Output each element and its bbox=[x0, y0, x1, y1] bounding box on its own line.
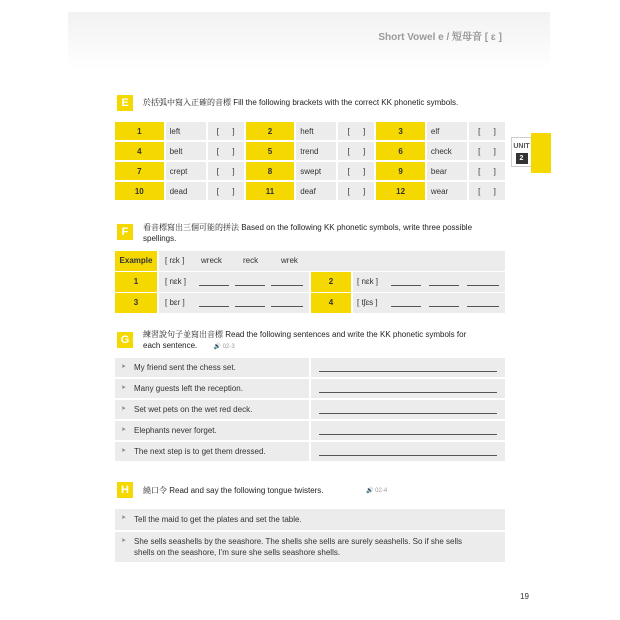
answer-bracket[interactable]: [ ] bbox=[338, 122, 374, 140]
section-f-instruction bbox=[143, 222, 508, 244]
item-word: left bbox=[166, 122, 206, 140]
exercise-row bbox=[115, 182, 505, 200]
section-e-badge: E bbox=[117, 95, 133, 111]
answer-blank[interactable] bbox=[429, 306, 459, 307]
sentence-row bbox=[115, 400, 505, 419]
item-number: 3 bbox=[376, 122, 425, 140]
section-f-instruction-line2: spellings. bbox=[143, 234, 177, 243]
tongue-twister-line2: shells on the seashore, I'm sure she sells seashore shells. bbox=[134, 548, 341, 557]
page-number: 19 bbox=[520, 592, 529, 601]
item-number: 10 bbox=[115, 182, 164, 200]
answer-blank[interactable] bbox=[271, 285, 303, 286]
section-g-instruction bbox=[143, 329, 508, 353]
spelling-row bbox=[115, 272, 505, 292]
answer-blank[interactable] bbox=[199, 306, 229, 307]
audio-track-g[interactable]: 🔊 02-3 bbox=[213, 344, 235, 350]
answer-bracket[interactable]: [ ] bbox=[338, 162, 374, 180]
tongue-twister-row bbox=[115, 509, 505, 530]
item-number: 11 bbox=[246, 182, 295, 200]
item-number: 1 bbox=[115, 122, 164, 140]
arrow-icon: ➤ bbox=[121, 427, 127, 433]
item-word: wear bbox=[427, 182, 467, 200]
section-f-badge: F bbox=[117, 224, 133, 240]
arrow-icon: ➤ bbox=[121, 385, 127, 391]
item-number: 7 bbox=[115, 162, 164, 180]
answer-line[interactable] bbox=[319, 455, 497, 456]
answer-bracket[interactable]: [ ] bbox=[469, 142, 505, 160]
item-word: deaf bbox=[296, 182, 336, 200]
example-row bbox=[115, 251, 505, 271]
sentence-row bbox=[115, 379, 505, 398]
sentence-text: Set wet pets on the wet red deck. bbox=[134, 405, 253, 414]
example-phonetic: [ rɛk ] bbox=[165, 256, 185, 265]
sentence-text: Many guests left the reception. bbox=[134, 384, 243, 393]
item-word: check bbox=[427, 142, 467, 160]
answer-blank[interactable] bbox=[467, 285, 499, 286]
answer-bracket[interactable]: [ ] bbox=[338, 142, 374, 160]
sentence-text: Elephants never forget. bbox=[134, 426, 217, 435]
sentence-row bbox=[115, 442, 505, 461]
arrow-icon: ➤ bbox=[121, 515, 127, 521]
answer-bracket[interactable]: [ ] bbox=[208, 142, 244, 160]
answer-blank[interactable] bbox=[235, 285, 265, 286]
answer-bracket[interactable]: [ ] bbox=[469, 122, 505, 140]
answer-bracket[interactable]: [ ] bbox=[208, 182, 244, 200]
example-word-2: reck bbox=[243, 256, 259, 265]
item-phonetic: [ nɛk ] bbox=[357, 277, 379, 286]
answer-bracket[interactable]: [ ] bbox=[469, 162, 505, 180]
answer-line[interactable] bbox=[319, 413, 497, 414]
section-g-badge: G bbox=[117, 332, 133, 348]
section-g-instruction-line2: each sentence. bbox=[143, 341, 198, 350]
sentence-text: My friend sent the chess set. bbox=[134, 363, 236, 372]
answer-line[interactable] bbox=[319, 371, 497, 372]
tongue-twister-text: Tell the maid to get the plates and set the table. bbox=[134, 515, 302, 524]
answer-line[interactable] bbox=[319, 434, 497, 435]
tongue-twister-line1: She sells seashells by the seashore. The shells she sells are surely seashells. So if she sells bbox=[134, 537, 463, 546]
item-word: trend bbox=[296, 142, 336, 160]
item-word: bear bbox=[427, 162, 467, 180]
item-word: heft bbox=[296, 122, 336, 140]
unit-number: 2 bbox=[516, 153, 528, 164]
item-word: dead bbox=[166, 182, 206, 200]
arrow-icon: ➤ bbox=[121, 364, 127, 370]
unit-label-box bbox=[511, 137, 531, 167]
answer-blank[interactable] bbox=[235, 306, 265, 307]
sentence-text: The next step is to get them dressed. bbox=[134, 447, 266, 456]
audio-track-h[interactable]: 🔊 02-4 bbox=[366, 488, 388, 494]
example-word-1: wreck bbox=[201, 256, 222, 265]
section-h-badge: H bbox=[117, 482, 133, 498]
tongue-twister-text bbox=[134, 536, 504, 558]
item-number: 2 bbox=[246, 122, 295, 140]
item-phonetic: [ bɛr ] bbox=[165, 298, 185, 307]
answer-blank[interactable] bbox=[271, 306, 303, 307]
answer-blank[interactable] bbox=[467, 306, 499, 307]
section-h-instruction: 繞口令 Read and say the following tongue twisters. bbox=[143, 486, 324, 495]
item-number: 9 bbox=[376, 162, 425, 180]
item-word: crept bbox=[166, 162, 206, 180]
item-number: 2 bbox=[311, 272, 351, 292]
answer-blank[interactable] bbox=[391, 285, 421, 286]
exercise-row bbox=[115, 122, 505, 140]
example-label: Example bbox=[115, 251, 157, 271]
section-e-table bbox=[113, 120, 507, 202]
sentence-row bbox=[115, 421, 505, 440]
section-f-instruction-line1: 看音標寫出三個可能的拼法 Based on the following KK phonetic symbols, write three possible bbox=[143, 223, 473, 232]
audio-track-label: 02-4 bbox=[375, 488, 388, 494]
answer-blank[interactable] bbox=[429, 285, 459, 286]
answer-blank[interactable] bbox=[199, 285, 229, 286]
unit-tab-marker bbox=[531, 133, 551, 173]
item-word: elf bbox=[427, 122, 467, 140]
item-number: 6 bbox=[376, 142, 425, 160]
answer-bracket[interactable]: [ ] bbox=[208, 162, 244, 180]
item-number: 8 bbox=[246, 162, 295, 180]
answer-line[interactable] bbox=[319, 392, 497, 393]
header-title: Short Vowel e / 短母音 [ ɛ ] bbox=[378, 32, 502, 43]
unit-tab bbox=[511, 133, 551, 173]
section-g-instruction-line1: 練習說句子並寫出音標 Read the following sentences and write the KK phonetic symbols for bbox=[143, 330, 467, 339]
tongue-twister-row bbox=[115, 532, 505, 562]
item-number: 3 bbox=[115, 293, 157, 313]
audio-track-label: 02-3 bbox=[222, 344, 235, 350]
item-number: 1 bbox=[115, 272, 157, 292]
spelling-row bbox=[115, 293, 505, 313]
arrow-icon: ➤ bbox=[121, 538, 127, 544]
item-number: 4 bbox=[311, 293, 351, 313]
answer-blank[interactable] bbox=[391, 306, 421, 307]
answer-bracket[interactable]: [ ] bbox=[338, 182, 374, 200]
item-word: swept bbox=[296, 162, 336, 180]
answer-bracket[interactable]: [ ] bbox=[469, 182, 505, 200]
item-number: 4 bbox=[115, 142, 164, 160]
exercise-row bbox=[115, 162, 505, 180]
example-word-3: wrek bbox=[281, 256, 298, 265]
section-e-instruction: 於括弧中寫入正確的音標 Fill the following brackets with the correct KK phonetic symbols. bbox=[143, 98, 459, 107]
answer-bracket[interactable]: [ ] bbox=[208, 122, 244, 140]
item-number: 12 bbox=[376, 182, 425, 200]
item-word: belt bbox=[166, 142, 206, 160]
item-phonetic: [ nɛk ] bbox=[165, 277, 187, 286]
arrow-icon: ➤ bbox=[121, 406, 127, 412]
sentence-row bbox=[115, 358, 505, 377]
page-header bbox=[68, 12, 550, 70]
exercise-row bbox=[115, 142, 505, 160]
item-phonetic: [ tʃɛs ] bbox=[357, 298, 378, 307]
item-number: 5 bbox=[246, 142, 295, 160]
unit-label: UNIT bbox=[513, 143, 530, 150]
arrow-icon: ➤ bbox=[121, 448, 127, 454]
